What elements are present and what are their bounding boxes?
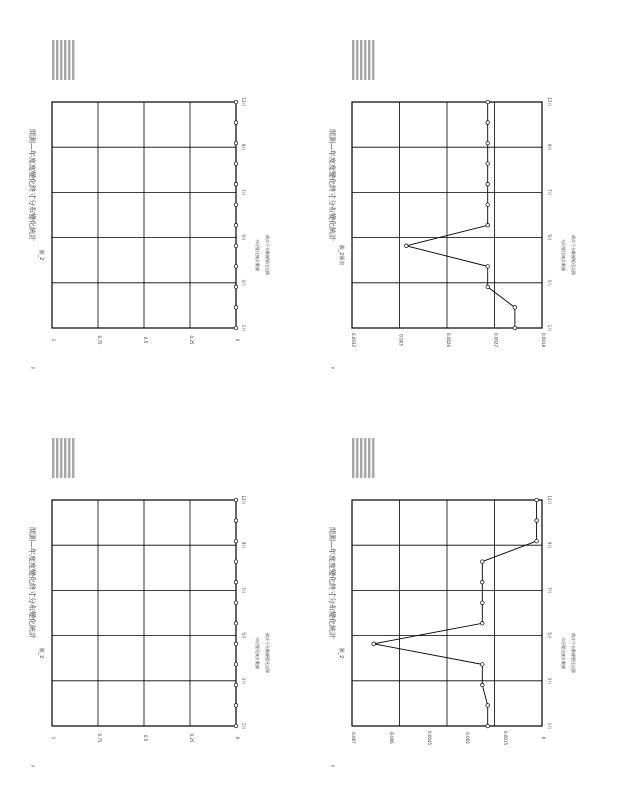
x-tick-label: 3月 [547, 677, 552, 685]
data-point [234, 663, 238, 667]
data-point [486, 141, 490, 145]
data-point [480, 683, 484, 687]
data-point [486, 223, 490, 227]
fine-print-block [364, 40, 367, 80]
fine-print-block [64, 438, 67, 478]
data-point [486, 203, 490, 207]
data-point [234, 265, 238, 269]
y-tick-label: 0.0022 [493, 333, 499, 347]
fine-print-block [368, 40, 371, 80]
y-tick-label: 0.75 [97, 733, 102, 743]
y-tick-label: 1 [51, 736, 56, 740]
x-tick-label: 3月 [241, 677, 246, 685]
data-point [535, 519, 539, 523]
data-point [480, 621, 484, 625]
x-tick-label: 9月 [241, 541, 246, 549]
chart-subtitle: 圖_2 [338, 647, 344, 659]
series-line [374, 500, 537, 726]
x-tick-label: 5月 [241, 632, 246, 639]
data-point [480, 580, 484, 584]
x-tick-label: 1月 [241, 324, 246, 332]
fine-print-block [56, 40, 59, 80]
note-text: 備註分布數據變化記錄 [265, 235, 270, 275]
fine-print-block [352, 438, 355, 478]
data-point [486, 162, 490, 166]
y-tick-label: 0.006 [389, 732, 394, 744]
fine-print-block [68, 40, 71, 80]
data-point [234, 223, 238, 227]
fine-print-block [364, 438, 367, 478]
legend-text: 水位變化統計數據 [561, 637, 566, 669]
data-point [234, 621, 238, 625]
x-tick-label: 9月 [547, 143, 552, 151]
data-point [234, 560, 238, 564]
legend-text: 水位變化統計數據 [255, 637, 260, 669]
fine-print-block [372, 40, 375, 80]
x-tick-label: 3月 [547, 279, 552, 287]
y-tick-label: 0.0026 [446, 333, 451, 347]
data-point [234, 601, 238, 605]
y-tick-label: 0.75 [97, 335, 102, 345]
y-tick-label: 0.003 [465, 732, 470, 744]
data-point [486, 121, 490, 125]
data-point [234, 326, 238, 330]
x-tick-label: 12月 [547, 495, 552, 505]
data-point [234, 704, 238, 708]
note-text: 備註分布數據變化記錄 [571, 633, 576, 673]
y-tick-label: 0.0015 [503, 731, 508, 745]
data-point [234, 285, 238, 289]
fine-print-block [72, 40, 75, 80]
chart-subtitle: 圖_2 [38, 249, 44, 261]
data-point [404, 244, 408, 248]
data-point [513, 326, 517, 330]
x-tick-label: 1月 [547, 722, 552, 730]
data-point [234, 244, 238, 248]
fine-print-block [372, 438, 375, 478]
data-point [486, 724, 490, 728]
x-tick-label: 7月 [241, 189, 246, 196]
chart-subtitle: 圖_2圖表 [338, 244, 344, 266]
note-text: 備註分布數據變化記錄 [265, 633, 270, 673]
x-tick-label: 5月 [547, 632, 552, 639]
legend-text: 水位變化統計數據 [561, 239, 566, 271]
data-point [234, 724, 238, 728]
data-point [234, 683, 238, 687]
y-tick-label: 0.25 [189, 733, 194, 743]
y-tick-label: 1 [51, 338, 56, 342]
y-tick-label: 0.0045 [427, 731, 432, 745]
x-tick-label: 5月 [547, 234, 552, 241]
fine-print-block [56, 438, 59, 478]
x-tick-label: 7月 [547, 587, 552, 594]
axis-caption: y [31, 366, 36, 370]
fine-print-block [52, 40, 55, 80]
chart-title: 間測—年度度變化終寸分布變化統計 [28, 129, 36, 241]
x-tick-label: 5月 [241, 234, 246, 241]
chart-subtitle: 圖_2 [38, 647, 44, 659]
x-tick-label: 1月 [547, 324, 552, 332]
x-tick-label: 3月 [241, 279, 246, 287]
y-tick-label: 0.003 [398, 334, 404, 346]
data-point [486, 182, 490, 186]
y-tick-label: 0 [235, 736, 240, 740]
data-point [513, 306, 517, 310]
chart-title: 間測—年度度變化終寸分布變化統計 [28, 527, 36, 639]
y-tick-label: 0.5 [143, 734, 148, 742]
data-point [234, 182, 238, 186]
fine-print-block [368, 438, 371, 478]
fine-print-block [64, 40, 67, 80]
y-tick-label: 0.007 [351, 732, 356, 744]
x-tick-label: 9月 [241, 143, 246, 151]
x-tick-label: 1月 [241, 722, 246, 730]
data-point [535, 498, 539, 502]
x-tick-label: 7月 [547, 189, 552, 196]
data-point [234, 642, 238, 646]
axis-caption: y [31, 764, 36, 768]
x-tick-label: 12月 [241, 495, 246, 505]
fine-print-block [60, 40, 63, 80]
y-tick-label: 0 [541, 736, 546, 740]
y-tick-label: 0 [235, 338, 240, 342]
fine-print-block [72, 438, 75, 478]
data-point [234, 580, 238, 584]
fine-print-block [52, 438, 55, 478]
axis-caption: y [331, 764, 336, 768]
data-point [486, 100, 490, 104]
data-point [234, 203, 238, 207]
x-tick-label: 12月 [241, 97, 246, 107]
data-point [486, 285, 490, 289]
series-line [406, 102, 515, 328]
data-point [480, 663, 484, 667]
x-tick-label: 12月 [547, 97, 552, 107]
data-point [234, 306, 238, 310]
data-point [234, 141, 238, 145]
chart-title: 間測—年度度變化終寸分布變化統計 [328, 129, 336, 241]
y-tick-label: 0.5 [143, 336, 148, 344]
fine-print-block [360, 438, 363, 478]
y-tick-label: 0.0032 [351, 333, 356, 347]
fine-print-block [356, 438, 359, 478]
data-point [234, 100, 238, 104]
data-point [480, 601, 484, 605]
fine-print-block [360, 40, 363, 80]
note-text: 備註分布數據變化記錄 [571, 235, 576, 275]
data-point [234, 498, 238, 502]
fine-print-block [356, 40, 359, 80]
data-point [234, 519, 238, 523]
y-tick-label: 0.0018 [541, 333, 546, 347]
data-point [486, 704, 490, 708]
data-point [234, 539, 238, 543]
data-point [480, 560, 484, 564]
fine-print-block [352, 40, 355, 80]
x-tick-label: 9月 [547, 541, 552, 549]
data-point [234, 162, 238, 166]
chart-title: 間測—年度度變化終寸分布變化統計 [328, 527, 336, 639]
fine-print-block [60, 438, 63, 478]
data-point [486, 265, 490, 269]
data-point [535, 539, 539, 543]
axis-caption: y [331, 366, 336, 370]
fine-print-block [68, 438, 71, 478]
legend-text: 水位變化統計數據 [255, 239, 260, 271]
x-tick-label: 7月 [241, 587, 246, 594]
y-tick-label: 0.25 [189, 335, 194, 345]
data-point [234, 121, 238, 125]
data-point [372, 642, 376, 646]
